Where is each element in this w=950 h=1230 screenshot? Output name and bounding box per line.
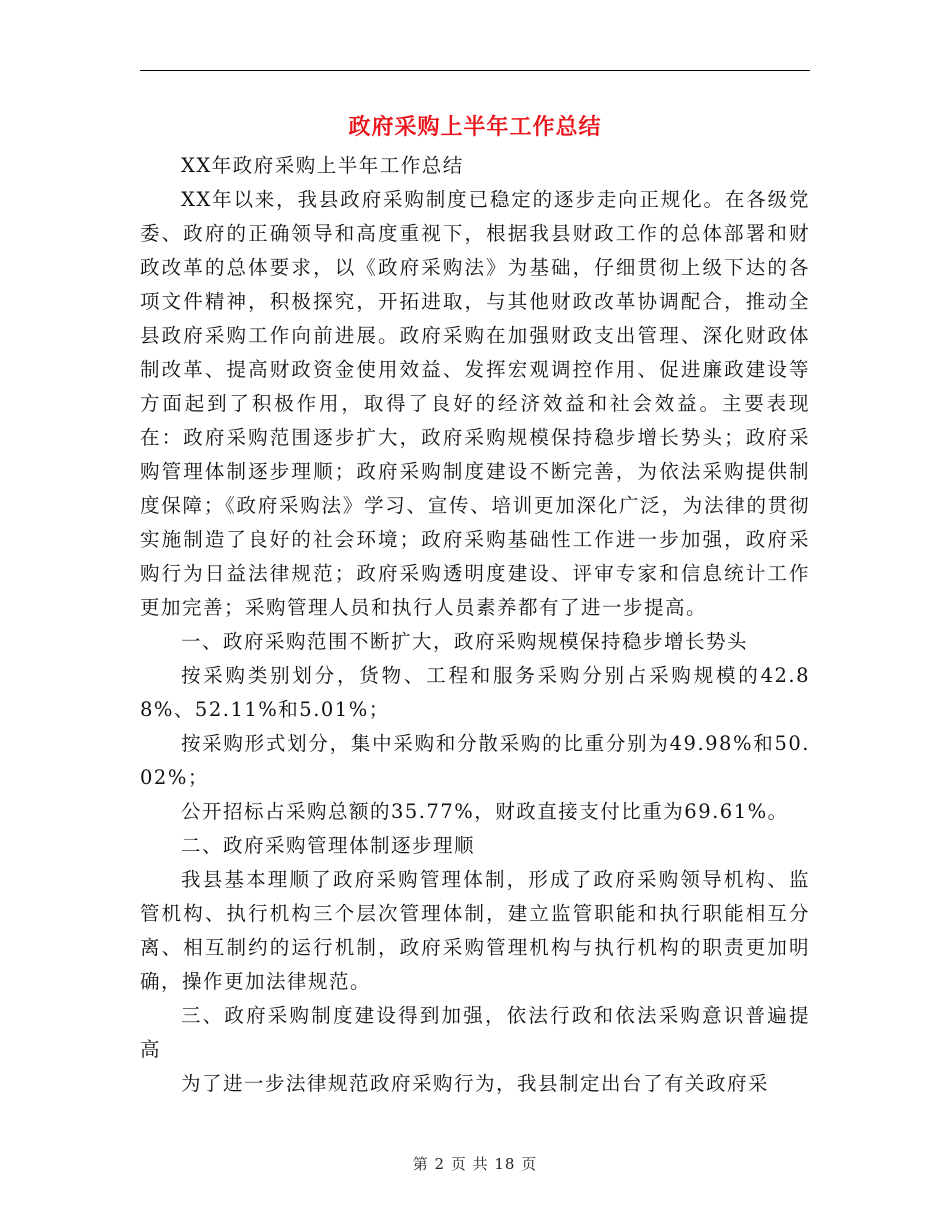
header-rule [140, 70, 810, 71]
body-paragraph: 我县基本理顺了政府采购管理体制，形成了政府采购领导机构、监管机构、执行机构三个层次管理体制，建立监管职能和执行职能相互分离、相互制约的运行机制，政府采购管理机构与执行机构的职责更加明确，操作更加法律规范。 [140, 868, 810, 993]
section-heading-2: 二、政府采购管理体制逐步理顺 [180, 834, 475, 857]
document-title: 政府采购上半年工作总结 [348, 114, 602, 140]
section-heading-3: 三、政府采购制度建设得到加强，依法行政和依法采购意识普遍提高 [140, 1004, 810, 1061]
body-paragraph: 公开招标占采购总额的35.77%，财政直接支付比重为69.61%。 [180, 800, 789, 823]
body-paragraph: 为了进一步法律规范政府采购行为，我县制定出台了有关政府采 [180, 1072, 769, 1095]
body-paragraph: 按采购形式划分，集中采购和分散采购的比重分别为49.98%和50.02%； [140, 732, 810, 789]
subtitle-paragraph: XX年政府采购上半年工作总结 [180, 154, 464, 177]
section-heading-1: 一、政府采购范围不断扩大，政府采购规模保持稳步增长势头 [180, 630, 748, 653]
document-body [140, 149, 810, 1101]
body-paragraph: 按采购类别划分，货物、工程和服务采购分别占采购规模的42.88%、52.11%和5.01%； [140, 664, 810, 721]
page-number-footer: 第 2 页 共 18 页 [412, 1155, 538, 1173]
intro-paragraph: XX年以来，我县政府采购制度已稳定的逐步走向正规化。在各级党委、政府的正确领导和高度重视下，根据我县财政工作的总体部署和财政改革的总体要求，以《政府采购法》为基础，仔细贯彻上级下达的各项文件精神，积极探究，开拓进取，与其他财政改革协调配合，推动全县政府采购工作向前进展。政府采购在加强财政支出管理、深化财政体制改革、提高财政资金使用效益、发挥宏观调控作用、促进廉政建设等方面起到了积极作用，取得了良好的经济效益和社会效益。主要表现在：政府采购范围逐步扩大，政府采购规模保持稳步增长势头；政府采购管理体制逐步理顺；政府采购制度建设不断完善，为依法采购提供制度保障；《政府采购法》学习、宣传、培训更加深化广泛，为法律的贯彻实施制造了良好的社会环境；政府采购基础性工作进一步加强，政府采购行为日益法律规范；政府采购透明度建设、评审专家和信息统计工作更加完善；采购管理人员和执行人员素养都有了进一步提高。 [140, 188, 810, 619]
